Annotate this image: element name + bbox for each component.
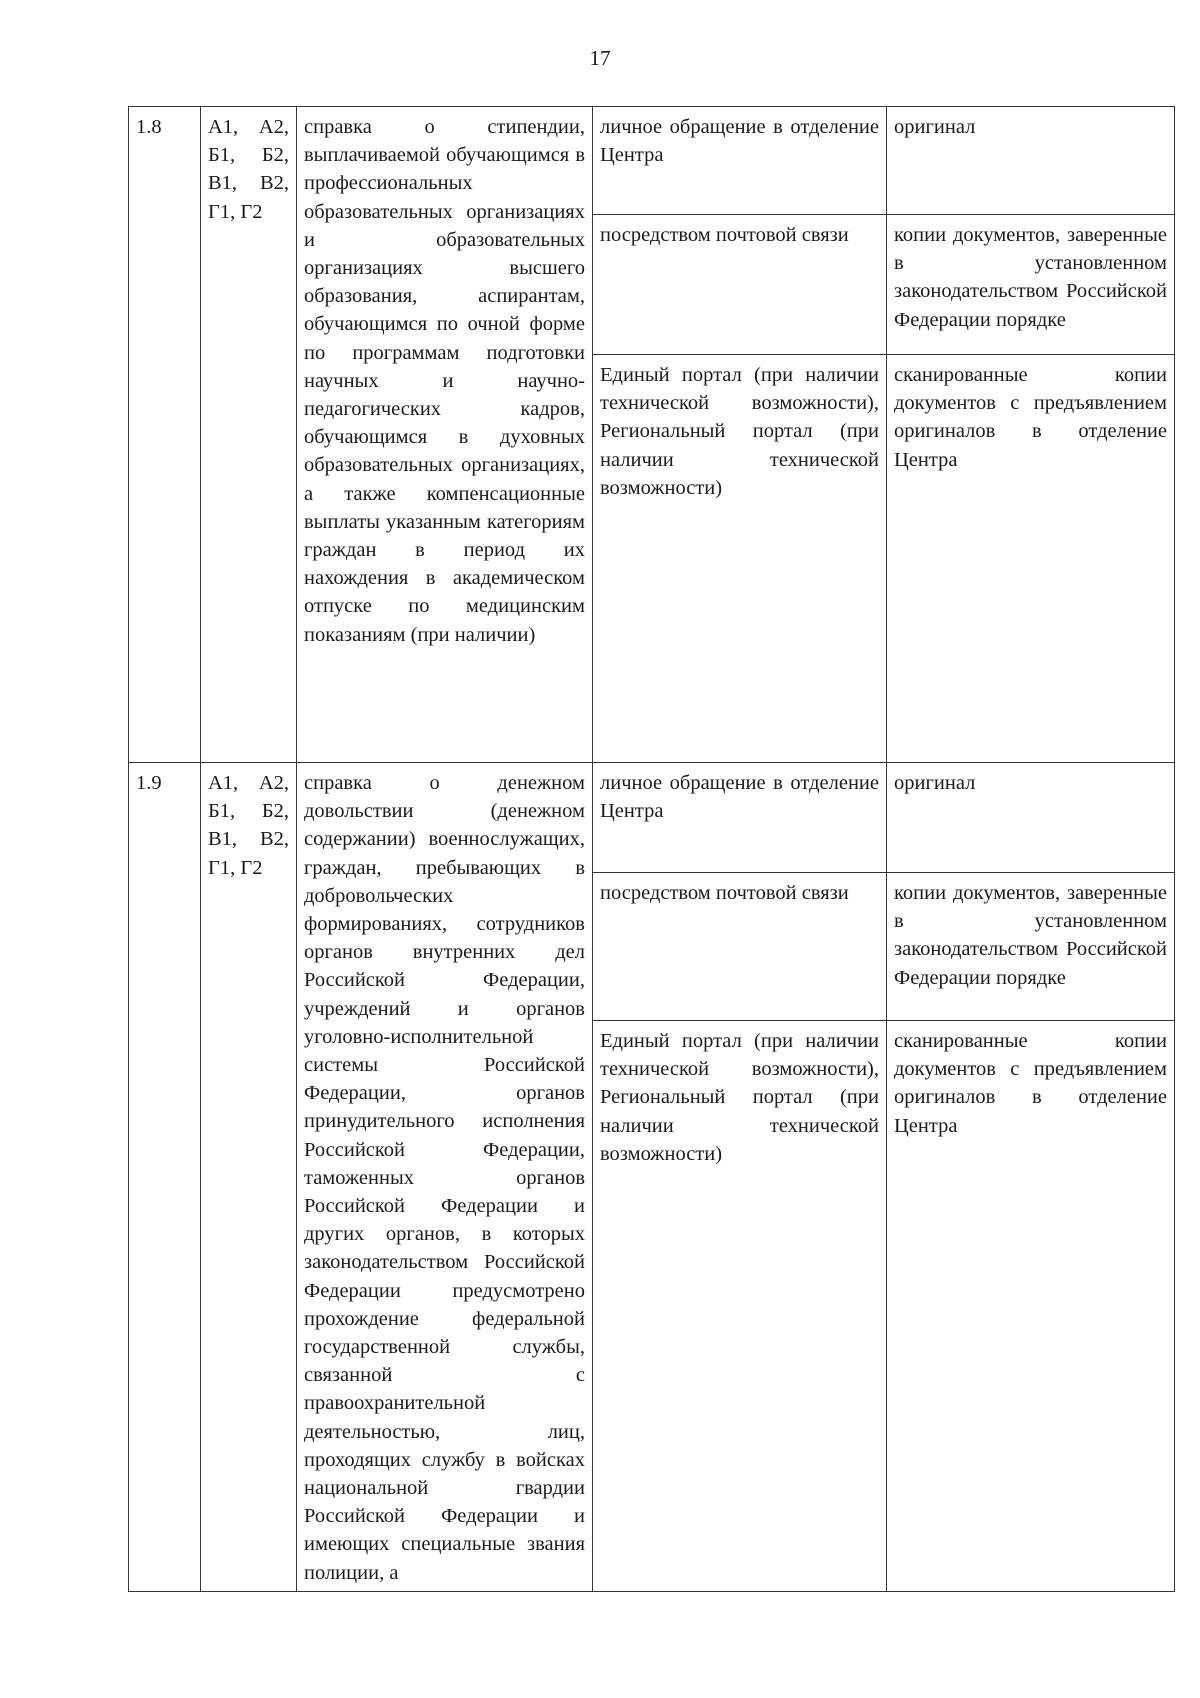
row-document: справка о стипендии, выплачиваемой обучающимся в профессиональных образовательных организациях и образовательных организациях высшего образования, аспирантам, обучающимся по очной форме по программам подготовки научных и научно-педагогических кадров, обучающимся в духовных образовательных организациях, а также компенсационные выплаты указанным категориям граждан в период их нахождения в академическом отпуске по медицинским показаниям (при наличии)	[297, 107, 593, 763]
row-number: 1.8	[129, 107, 201, 763]
document-form: сканированные копии документов с предъявлением оригиналов в отделение Центра	[887, 1020, 1175, 1591]
row-document: справка о денежном довольствии (денежном содержании) военнослужащих, граждан, пребывающих в добровольческих формированиях, сотрудников органов внутренних дел Российской Федерации, учреждений и органов уголовно-исполнительной системы Российской Федерации, органов принудительного исполнения Российской Федерации, таможенных органов Российской Федерации и других органов, в которых законодательством Российской Федерации предусмотрено прохождение федеральной государственной службы, связанной с правоохранительной деятельностью, лиц, проходящих службу в войсках национальной гвардии Российской Федерации и имеющих специальные звания полиции, а	[297, 763, 593, 1592]
submission-method: посредством почтовой связи	[593, 872, 887, 1020]
requirements-table	[128, 106, 1175, 1592]
table-row	[129, 107, 1175, 215]
row-number: 1.9	[129, 763, 201, 1592]
submission-method: Единый портал (при наличии технической возможности), Региональный портал (при наличии технической возможности)	[593, 1020, 887, 1591]
document-form: сканированные копии документов с предъявлением оригиналов в отделение Центра	[887, 355, 1175, 763]
submission-method: посредством почтовой связи	[593, 215, 887, 355]
document-form: оригинал	[887, 763, 1175, 873]
submission-method: личное обращение в отделение Центра	[593, 107, 887, 215]
row-categories: А1, А2, Б1, Б2, В1, В2, Г1, Г2	[201, 107, 297, 763]
document-form: оригинал	[887, 107, 1175, 215]
row-categories: А1, А2, Б1, Б2, В1, В2, Г1, Г2	[201, 763, 297, 1592]
submission-method: Единый портал (при наличии технической возможности), Региональный портал (при наличии технической возможности)	[593, 355, 887, 763]
page-number: 17	[589, 46, 611, 70]
document-form: копии документов, заверенные в установленном законодательством Российской Федерации порядке	[887, 872, 1175, 1020]
submission-method: личное обращение в отделение Центра	[593, 763, 887, 873]
document-form: копии документов, заверенные в установленном законодательством Российской Федерации порядке	[887, 215, 1175, 355]
table-row	[129, 763, 1175, 873]
